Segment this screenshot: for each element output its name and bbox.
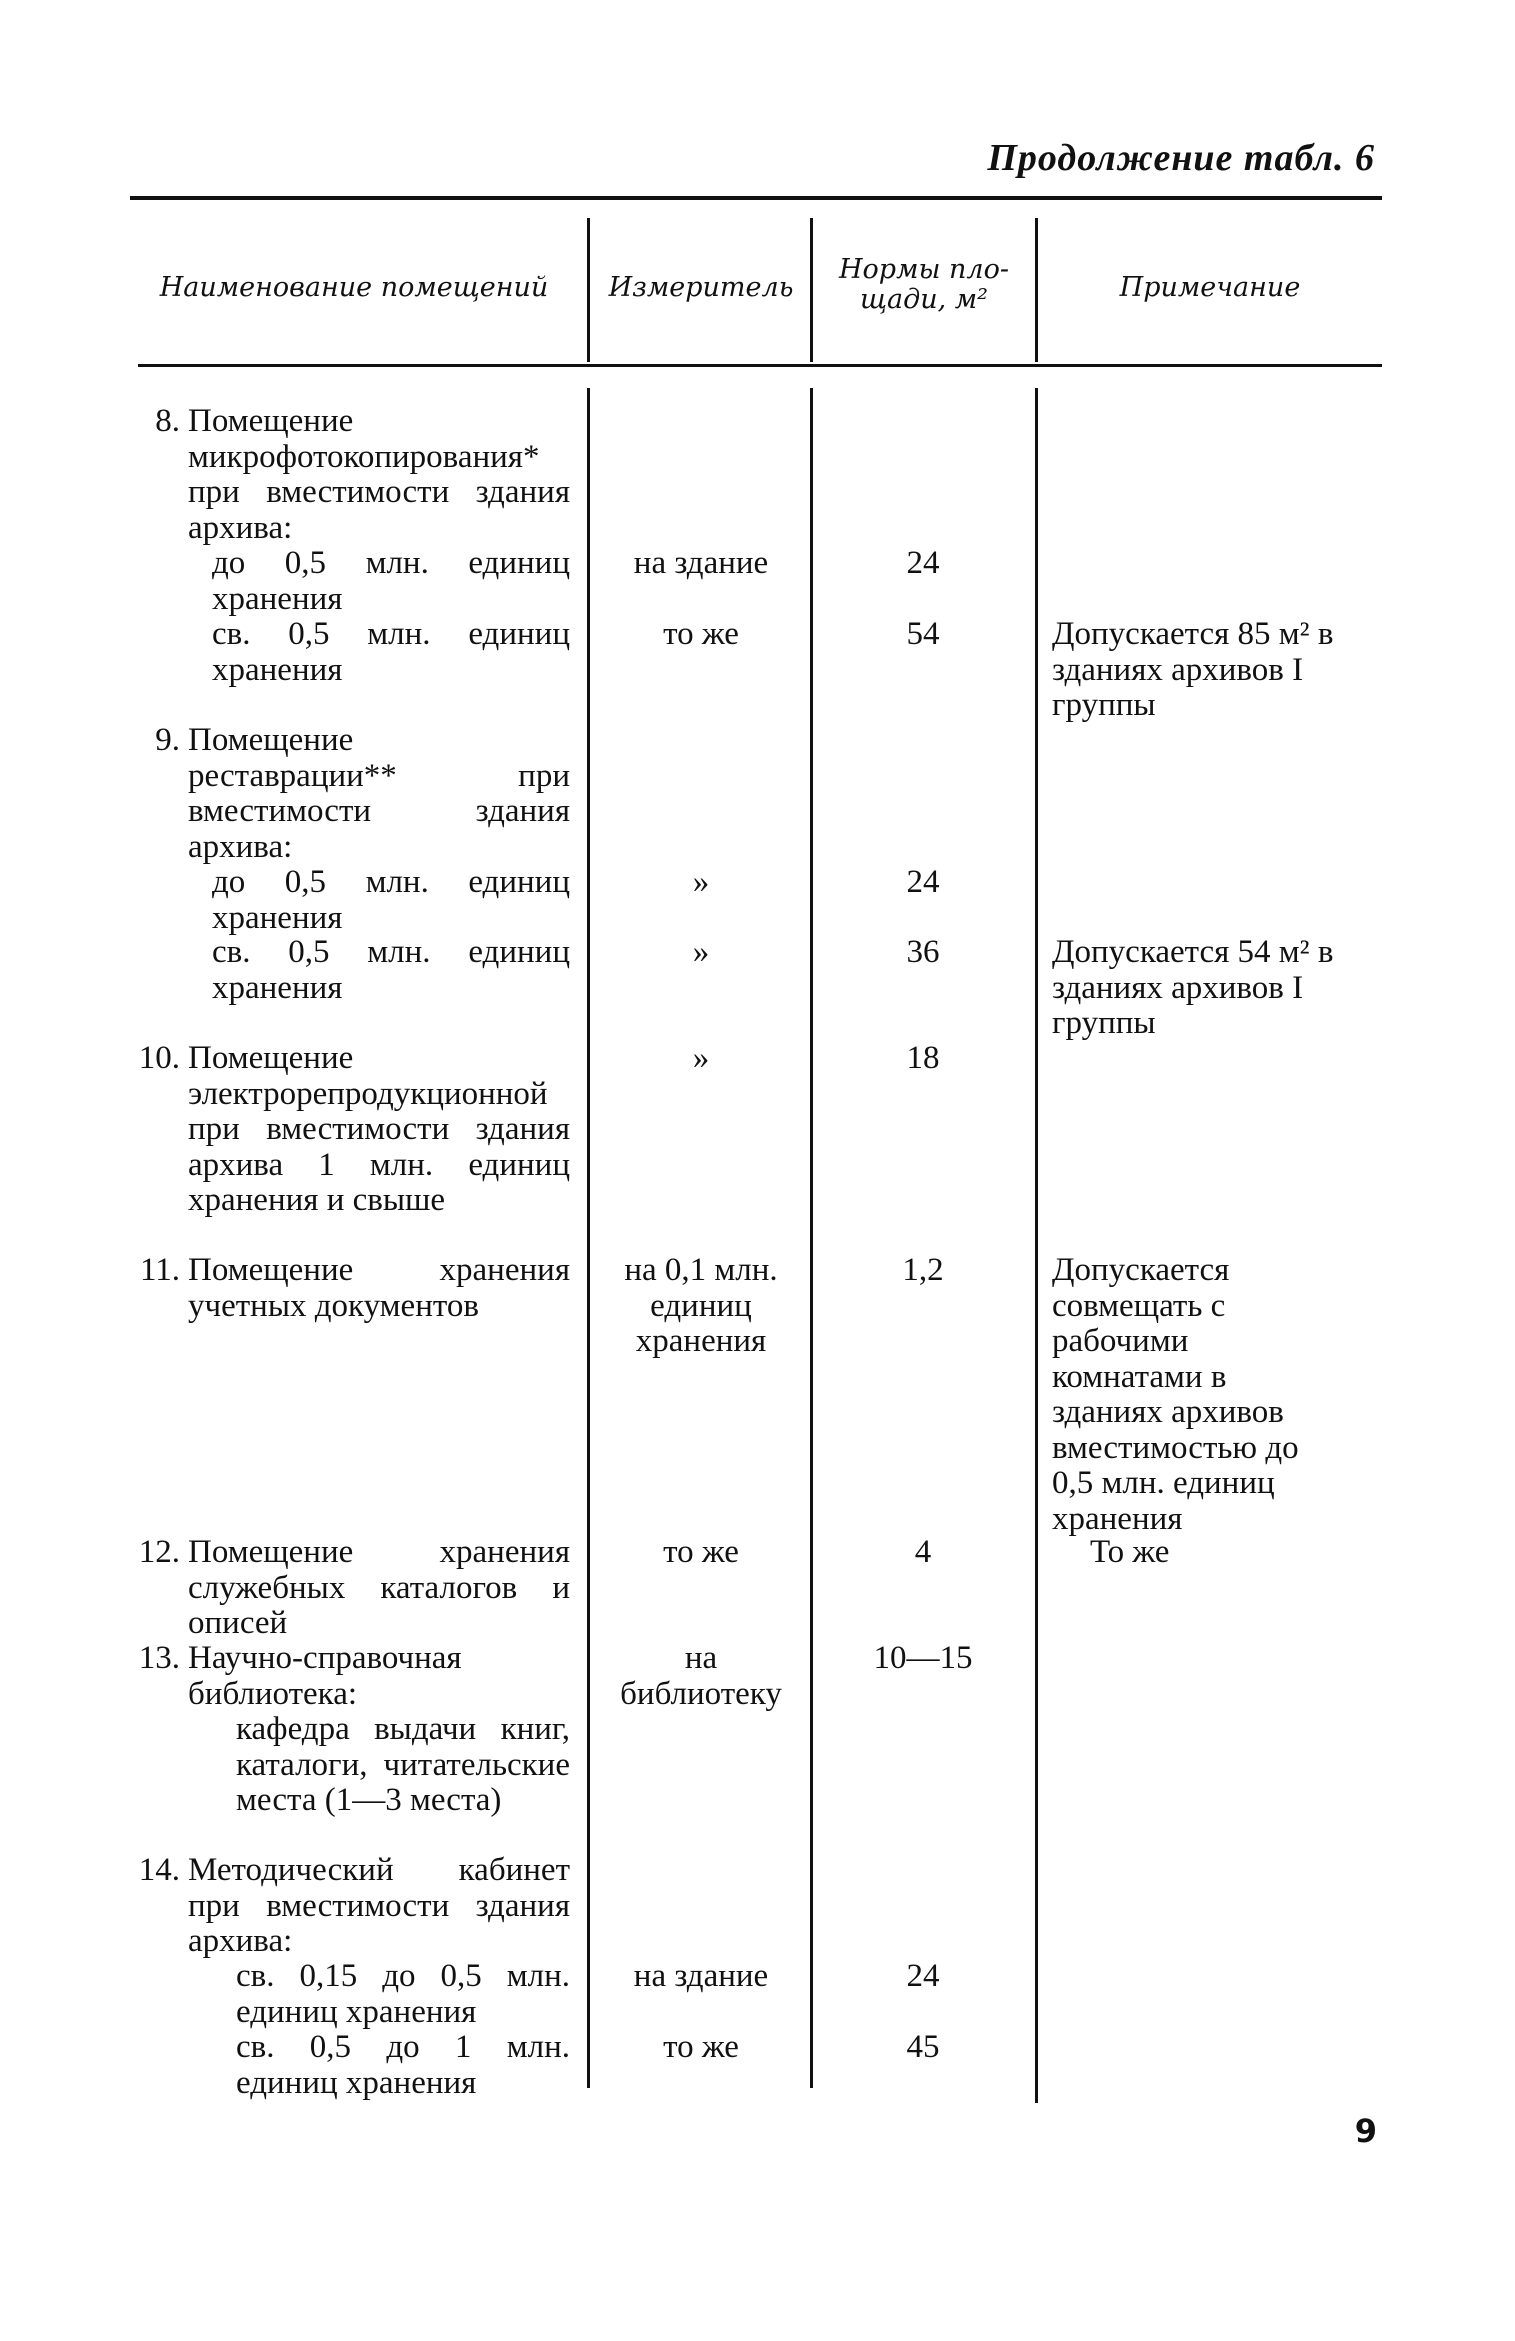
row-number: 14. [138,1852,180,1888]
row-number: 8. [155,403,180,439]
header-norm-line: щади, м² [860,284,988,315]
row-subitem: св. 0,5 млн. единиц хранения [212,616,570,688]
row-text: Помещение реставрации** при вместимости здания архива: [188,722,570,865]
row-subitem: св. 0,5 до 1 млн. единиц хранения [236,2029,570,2101]
column-divider [1035,388,1038,2103]
continuation-title: Продолжение табл. 6 [987,137,1375,179]
row-norm: 24 [906,545,940,581]
row-measure: » [692,934,710,970]
row-text: Методический кабинет при вместимости здания архива: [188,1852,570,1959]
row-name [130,404,570,546]
row-number: 13. [138,1640,180,1676]
row-measure: то же [663,2029,739,2065]
header-divider [1035,218,1038,362]
row-norm: 4 [914,1534,932,1570]
row-measure: на библиотеку [620,1640,782,1712]
header-name: Наименование помещений [159,272,549,303]
row-norm: 1,2 [902,1252,944,1288]
header-norm-line: Нормы пло- [838,254,1009,285]
row-measure: на здание [633,545,769,581]
header-bottom-rule [138,364,1382,367]
row-text: Помещение хранения учетных документов [188,1252,570,1324]
row-name [130,1853,570,1960]
row-subitem: св. 0,15 до 0,5 млн. единиц хранения [236,1958,570,2030]
row-measure: » [692,1040,710,1076]
row-note: То же [1090,1534,1170,1570]
page-number: 9 [1354,2112,1377,2150]
row-norm: 24 [906,864,940,900]
header-divider [810,218,813,362]
row-measure: на 0,1 млн. единиц хранения [624,1252,778,1359]
row-text: Научно-справочная библиотека: [188,1640,462,1712]
row-measure: то же [663,1534,739,1570]
row-note: Допускается 85 м² в зданиях архивов I группы [1052,616,1334,723]
header-note: Примечание [1119,272,1301,303]
header-norm [814,255,1034,315]
row-name [130,723,570,865]
row-text: Помещение микрофотокопирования* при вместимости здания архива: [188,403,570,546]
row-note: Допускается 54 м² в зданиях архивов I группы [1052,934,1334,1041]
header-divider [587,218,590,362]
row-measure: » [692,864,710,900]
row-subitem: кафедра выдачи книг, каталоги, читательские места (1—3 места) [236,1711,570,1818]
column-divider [587,388,590,2088]
table-top-rule [130,196,1382,200]
row-text: Помещение электрорепродукционной при вместимости здания архива 1 млн. единиц хранения и свыше [188,1040,570,1218]
row-text: Помещение хранения служебных каталогов и описей [188,1534,570,1641]
row-number: 12. [138,1534,180,1570]
row-subitem: до 0,5 млн. единиц хранения [212,545,570,617]
row-norm: 10—15 [873,1640,973,1676]
row-name [130,1535,570,1642]
row-name [130,1641,570,1712]
row-norm: 24 [906,1958,940,1994]
row-measure: на здание [633,1958,769,1994]
row-number: 9. [155,722,180,758]
row-norm: 54 [906,616,940,652]
row-name [130,1253,570,1324]
row-measure: то же [663,616,739,652]
header-measure: Измеритель [608,272,794,303]
row-subitem: до 0,5 млн. единиц хранения [212,864,570,936]
row-note: Допускается совмещать с рабочими комнатами в зданиях архивов вместимостью до 0,5 млн. единиц хранения [1052,1252,1299,1537]
row-number: 11. [139,1252,180,1288]
row-norm: 45 [906,2029,940,2065]
column-divider [810,388,813,2088]
row-number: 10. [138,1040,180,1076]
row-norm: 36 [906,934,940,970]
row-name [130,1041,570,1219]
row-norm: 18 [906,1040,940,1076]
row-subitem: св. 0,5 млн. единиц хранения [212,934,570,1006]
